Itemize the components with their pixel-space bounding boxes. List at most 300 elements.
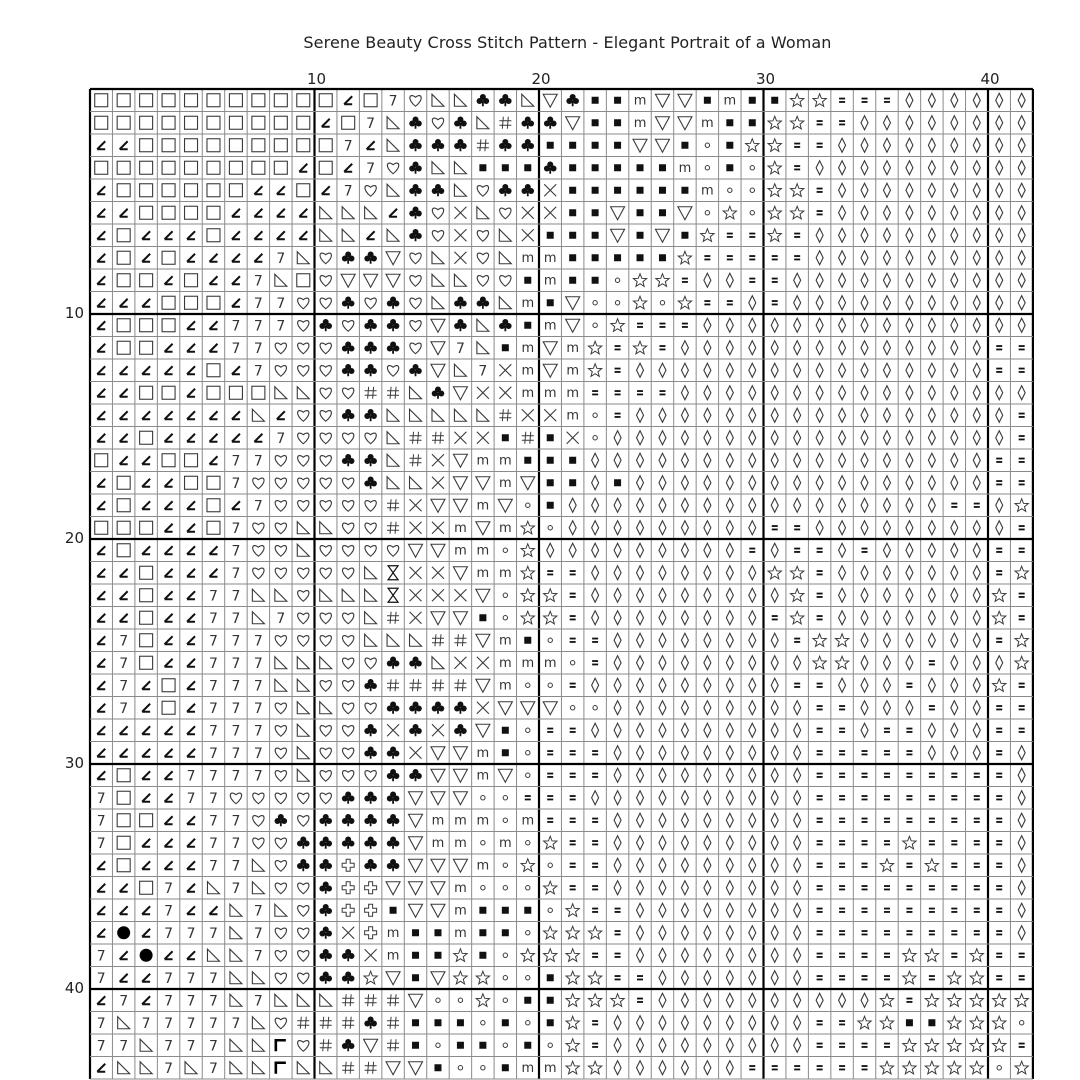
stitch-star: [813, 634, 826, 647]
stitch-star: [835, 656, 848, 669]
stitch-filled-square: [569, 187, 576, 194]
stitch-diamond: [704, 1038, 711, 1052]
stitch-down-triangle: [521, 477, 535, 490]
stitch-diamond: [726, 386, 733, 400]
stitch-diamond: [928, 633, 935, 647]
stitch-seven: [209, 746, 218, 762]
stitch-down-triangle: [386, 1062, 400, 1075]
stitch-diamond: [592, 611, 599, 625]
stitch-triangle-corner: [252, 1017, 264, 1029]
stitch-diamond: [816, 453, 823, 467]
stitch-diamond: [794, 701, 801, 715]
stitch-cross: [522, 229, 534, 241]
stitch-diamond: [1018, 228, 1025, 242]
stitch-diamond: [704, 498, 711, 512]
stitch-white-square: [117, 251, 130, 264]
svg-text:7: 7: [209, 1038, 218, 1055]
stitch-small-circle: [503, 818, 507, 822]
stitch-diamond: [928, 746, 935, 760]
stitch-corner-mark: [120, 141, 128, 149]
stitch-diamond: [861, 633, 868, 647]
stitch-corner-mark: [187, 704, 195, 712]
svg-text:m: m: [543, 273, 557, 289]
stitch-seven: [97, 948, 106, 964]
stitch-corner-mark: [97, 186, 105, 194]
stitch-diamond: [681, 363, 688, 377]
stitch-white-square: [140, 566, 153, 579]
stitch-white-square: [95, 161, 108, 174]
stitch-diamond: [883, 431, 890, 445]
svg-text:7: 7: [366, 160, 376, 177]
stitch-small-circle: [503, 593, 507, 597]
stitch-white-square: [207, 161, 220, 174]
stitch-corner-mark: [120, 749, 128, 757]
stitch-filled-square: [592, 254, 599, 261]
stitch-seven: [119, 1038, 128, 1054]
svg-text:7: 7: [186, 1038, 196, 1055]
stitch-seven: [389, 93, 398, 109]
stitch-m-letter: [454, 543, 467, 558]
stitch-diamond: [659, 971, 666, 985]
stitch-filled-square: [614, 187, 621, 194]
stitch-diamond: [681, 836, 688, 850]
stitch-down-triangle: [409, 792, 423, 805]
stitch-corner-mark: [97, 389, 105, 397]
stitch-corner-mark: [232, 209, 240, 217]
stitch-diamond: [928, 341, 935, 355]
stitch-heart: [320, 726, 331, 737]
stitch-triangle-corner: [365, 634, 377, 646]
svg-text:7: 7: [343, 183, 353, 200]
stitch-hash: [387, 499, 399, 511]
stitch-white-square: [229, 184, 242, 197]
stitch-star: [768, 229, 781, 242]
stitch-small-circle: [997, 1066, 1001, 1070]
stitch-white-square: [229, 116, 242, 129]
stitch-equals: [817, 143, 823, 148]
stitch-equals: [817, 593, 823, 598]
stitch-star: [588, 364, 601, 377]
stitch-filled-square: [434, 1019, 441, 1026]
stitch-seven: [231, 453, 240, 469]
stitch-diamond: [614, 746, 621, 760]
stitch-club: [342, 409, 355, 421]
svg-text:7: 7: [209, 1060, 218, 1077]
stitch-corner-mark: [187, 434, 195, 442]
stitch-down-triangle: [611, 207, 625, 220]
svg-text:m: m: [498, 678, 512, 694]
stitch-diamond: [704, 1016, 711, 1030]
stitch-diamond: [883, 453, 890, 467]
stitch-diamond: [547, 543, 554, 557]
stitch-down-triangle: [431, 364, 445, 377]
stitch-small-circle: [481, 886, 485, 890]
stitch-diamond: [771, 678, 778, 692]
stitch-triangle-corner: [252, 859, 264, 871]
stitch-seven: [209, 1038, 218, 1054]
stitch-filled-square: [749, 119, 756, 126]
stitch-club: [342, 454, 355, 466]
svg-text:7: 7: [209, 588, 218, 605]
stitch-equals: [884, 795, 890, 800]
stitch-corner-mark: [209, 276, 217, 284]
stitch-corner-mark: [120, 726, 128, 734]
stitch-filled-square: [659, 254, 666, 261]
stitch-cross: [410, 567, 422, 579]
stitch-diamond: [749, 926, 756, 940]
stitch-diamond: [704, 723, 711, 737]
stitch-diamond: [861, 723, 868, 737]
stitch-seven: [119, 701, 128, 717]
stitch-seven: [164, 1038, 173, 1054]
stitch-heart: [342, 388, 353, 399]
stitch-heart: [432, 208, 443, 219]
stitch-diamond: [592, 498, 599, 512]
stitch-filled-square: [524, 322, 531, 329]
stitch-diamond: [973, 273, 980, 287]
stitch-diamond: [704, 363, 711, 377]
stitch-corner-mark: [142, 546, 150, 554]
stitch-diamond: [906, 161, 913, 175]
stitch-diamond: [749, 408, 756, 422]
stitch-diamond: [973, 341, 980, 355]
stitch-filled-square: [592, 97, 599, 104]
stitch-diamond: [726, 858, 733, 872]
stitch-diamond: [771, 318, 778, 332]
stitch-corner-mark: [187, 254, 195, 262]
stitch-diamond: [749, 431, 756, 445]
stitch-diamond: [726, 566, 733, 580]
stitch-diamond: [681, 408, 688, 422]
stitch-heart: [342, 523, 353, 534]
stitch-down-triangle: [386, 972, 400, 985]
stitch-star: [903, 1039, 916, 1052]
stitch-filled-square: [547, 502, 554, 509]
stitch-club: [521, 117, 534, 129]
stitch-equals: [817, 1020, 823, 1025]
stitch-diamond: [614, 453, 621, 467]
stitch-equals: [592, 1020, 598, 1025]
stitch-star: [993, 1016, 1006, 1029]
stitch-diamond: [794, 453, 801, 467]
stitch-diamond: [861, 161, 868, 175]
stitch-diamond: [749, 903, 756, 917]
stitch-heart: [275, 501, 286, 512]
stitch-seven: [97, 791, 106, 807]
stitch-diamond: [637, 1038, 644, 1052]
stitch-diamond: [861, 566, 868, 580]
stitch-diamond: [1018, 768, 1025, 782]
stitch-filled-square: [637, 187, 644, 194]
stitch-down-triangle: [476, 724, 490, 737]
svg-text:7: 7: [231, 340, 241, 357]
stitch-star: [454, 949, 467, 962]
stitch-down-triangle: [498, 769, 512, 782]
stitch-filled-square: [704, 97, 711, 104]
stitch-diamond: [973, 251, 980, 265]
svg-text:m: m: [476, 543, 490, 559]
stitch-down-triangle: [409, 994, 423, 1007]
stitch-triangle-corner: [387, 454, 399, 466]
svg-text:7: 7: [209, 1015, 218, 1032]
stitch-equals: [570, 750, 576, 755]
stitch-heart: [342, 478, 353, 489]
stitch-heart: [320, 681, 331, 692]
stitch-equals: [749, 1065, 755, 1070]
stitch-diamond: [973, 611, 980, 625]
svg-text:7: 7: [96, 835, 106, 852]
stitch-equals: [839, 1020, 845, 1025]
stitch-heart: [365, 186, 376, 197]
stitch-club: [387, 702, 400, 714]
svg-text:7: 7: [231, 453, 241, 470]
stitch-diamond: [614, 633, 621, 647]
stitch-diamond: [973, 228, 980, 242]
stitch-star: [566, 926, 579, 939]
stitch-equals: [817, 548, 823, 553]
stitch-equals: [615, 390, 621, 395]
stitch-seven: [231, 746, 240, 762]
stitch-diamond: [681, 386, 688, 400]
stitch-diamond: [996, 296, 1003, 310]
stitch-club: [342, 342, 355, 354]
stitch-hourglass: [388, 588, 398, 602]
stitch-equals: [996, 953, 1002, 958]
stitch-equals: [817, 1065, 823, 1070]
stitch-diamond: [614, 678, 621, 692]
stitch-seven: [209, 971, 218, 987]
stitch-hash: [297, 1017, 309, 1029]
stitch-diamond: [726, 588, 733, 602]
stitch-down-triangle: [453, 567, 467, 580]
stitch-equals: [817, 840, 823, 845]
stitch-seven: [164, 881, 173, 897]
stitch-equals: [817, 188, 823, 193]
stitch-equals: [772, 615, 778, 620]
stitch-triangle-corner: [365, 207, 377, 219]
stitch-diamond: [637, 1061, 644, 1075]
stitch-diamond: [883, 678, 890, 692]
stitch-diamond: [861, 206, 868, 220]
stitch-club: [342, 364, 355, 376]
stitch-corner-mark: [97, 771, 105, 779]
stitch-white-square: [117, 836, 130, 849]
stitch-diamond: [794, 746, 801, 760]
stitch-heart: [298, 411, 309, 422]
svg-text:7: 7: [253, 700, 263, 717]
stitch-down-triangle: [633, 139, 647, 152]
stitch-filled-square: [592, 164, 599, 171]
stitch-diamond: [749, 701, 756, 715]
stitch-corner-mark: [299, 164, 307, 172]
stitch-heart: [477, 253, 488, 264]
stitch-diamond: [951, 363, 958, 377]
stitch-equals: [570, 570, 576, 575]
stitch-heart: [275, 726, 286, 737]
stitch-diamond: [1018, 138, 1025, 152]
stitch-star: [454, 971, 467, 984]
stitch-heart: [275, 861, 286, 872]
stitch-seven: [119, 633, 128, 649]
stitch-equals: [839, 795, 845, 800]
stitch-equals: [570, 795, 576, 800]
stitch-corner-mark: [277, 209, 285, 217]
stitch-corner-mark: [165, 501, 173, 509]
stitch-big-dot: [140, 949, 153, 962]
stitch-diamond: [861, 588, 868, 602]
stitch-down-triangle: [498, 702, 512, 715]
stitch-small-circle: [503, 548, 507, 552]
stitch-star: [768, 161, 781, 174]
svg-text:7: 7: [231, 520, 241, 537]
stitch-corner-mark: [187, 906, 195, 914]
stitch-heart: [298, 568, 309, 579]
stitch-corner-mark: [165, 569, 173, 577]
stitch-triangle-corner: [320, 207, 332, 219]
stitch-triangle-corner: [387, 117, 399, 129]
stitch-equals: [951, 503, 957, 508]
stitch-heart: [387, 163, 398, 174]
stitch-down-triangle: [655, 117, 669, 130]
stitch-triangle-corner: [477, 117, 489, 129]
stitch-diamond: [928, 363, 935, 377]
stitch-heart: [275, 568, 286, 579]
stitch-diamond: [996, 431, 1003, 445]
stitch-diamond: [659, 543, 666, 557]
stitch-diamond: [592, 723, 599, 737]
stitch-triangle-corner: [522, 94, 534, 106]
stitch-diamond: [928, 138, 935, 152]
stitch-star: [948, 994, 961, 1007]
stitch-triangle-corner: [365, 612, 377, 624]
svg-text:7: 7: [119, 1038, 129, 1055]
stitch-m-letter: [454, 521, 467, 536]
stitch-triangle-corner: [297, 747, 309, 759]
stitch-seven: [231, 1016, 240, 1032]
stitch-heart: [477, 231, 488, 242]
stitch-corner-mark: [142, 929, 150, 937]
svg-text:7: 7: [186, 1015, 196, 1032]
stitch-diamond: [928, 498, 935, 512]
stitch-equals: [637, 323, 643, 328]
stitch-white-square: [117, 229, 130, 242]
stitch-club: [319, 972, 332, 984]
stitch-heart: [320, 253, 331, 264]
stitch-seven: [209, 678, 218, 694]
stitch-equals: [906, 930, 912, 935]
stitch-star: [970, 949, 983, 962]
stitch-diamond: [951, 633, 958, 647]
stitch-heart: [253, 523, 264, 534]
stitch-diamond: [906, 476, 913, 490]
stitch-star: [768, 184, 781, 197]
stitch-down-triangle: [409, 1062, 423, 1075]
stitch-diamond: [951, 138, 958, 152]
stitch-seven: [209, 926, 218, 942]
stitch-hash: [432, 432, 444, 444]
stitch-white-square: [207, 386, 220, 399]
stitch-corner-mark: [97, 344, 105, 352]
stitch-corner-mark: [142, 411, 150, 419]
stitch-diamond: [659, 836, 666, 850]
stitch-diamond: [659, 1016, 666, 1030]
stitch-diamond: [973, 116, 980, 130]
stitch-star: [903, 836, 916, 849]
stitch-corner-mark: [97, 276, 105, 284]
stitch-seven: [231, 566, 240, 582]
stitch-diamond: [771, 656, 778, 670]
stitch-heart: [298, 321, 309, 332]
stitch-equals: [1019, 953, 1025, 958]
stitch-heart: [298, 816, 309, 827]
stitch-filled-square: [524, 457, 531, 464]
stitch-club: [342, 837, 355, 849]
stitch-diamond: [973, 723, 980, 737]
stitch-hash: [499, 409, 511, 421]
stitch-corner-mark: [322, 119, 330, 127]
stitch-club: [387, 342, 400, 354]
svg-text:7: 7: [231, 565, 241, 582]
stitch-four-leaf-outline: [365, 882, 377, 894]
stitch-filled-square: [479, 929, 486, 936]
stitch-diamond: [704, 273, 711, 287]
stitch-small-circle: [548, 526, 552, 530]
stitch-club: [409, 769, 422, 781]
stitch-heart: [365, 658, 376, 669]
stitch-equals: [1019, 345, 1025, 350]
stitch-diamond: [928, 723, 935, 737]
stitch-star: [588, 1061, 601, 1074]
stitch-diamond: [637, 791, 644, 805]
stitch-triangle-corner: [275, 904, 287, 916]
stitch-diamond: [839, 161, 846, 175]
stitch-corner-mark: [187, 389, 195, 397]
stitch-diamond: [614, 881, 621, 895]
stitch-four-leaf-outline: [342, 904, 354, 916]
stitch-triangle-corner: [499, 229, 511, 241]
stitch-diamond: [883, 408, 890, 422]
stitch-triangle-corner: [252, 589, 264, 601]
stitch-filled-square: [569, 254, 576, 261]
stitch-equals: [974, 818, 980, 823]
stitch-star: [925, 859, 938, 872]
stitch-m-letter: [454, 926, 467, 941]
stitch-diamond: [659, 611, 666, 625]
stitch-equals: [929, 975, 935, 980]
stitch-star: [993, 994, 1006, 1007]
stitch-diamond: [637, 903, 644, 917]
svg-text:m: m: [543, 318, 557, 334]
stitch-equals: [906, 863, 912, 868]
stitch-equals: [996, 885, 1002, 890]
stitch-white-square: [207, 364, 220, 377]
stitch-corner-mark: [142, 254, 150, 262]
stitch-white-square: [162, 139, 175, 152]
stitch-star: [611, 319, 624, 332]
stitch-seven: [209, 836, 218, 852]
stitch-filled-square: [412, 1042, 419, 1049]
stitch-diamond: [883, 273, 890, 287]
stitch-star: [566, 904, 579, 917]
svg-text:7: 7: [164, 903, 174, 920]
stitch-triangle-corner: [275, 994, 287, 1006]
stitch-diamond: [659, 521, 666, 535]
svg-text:7: 7: [96, 948, 106, 965]
stitch-diamond: [614, 723, 621, 737]
stitch-diamond: [592, 791, 599, 805]
stitch-diamond: [637, 453, 644, 467]
stitch-white-square: [95, 116, 108, 129]
